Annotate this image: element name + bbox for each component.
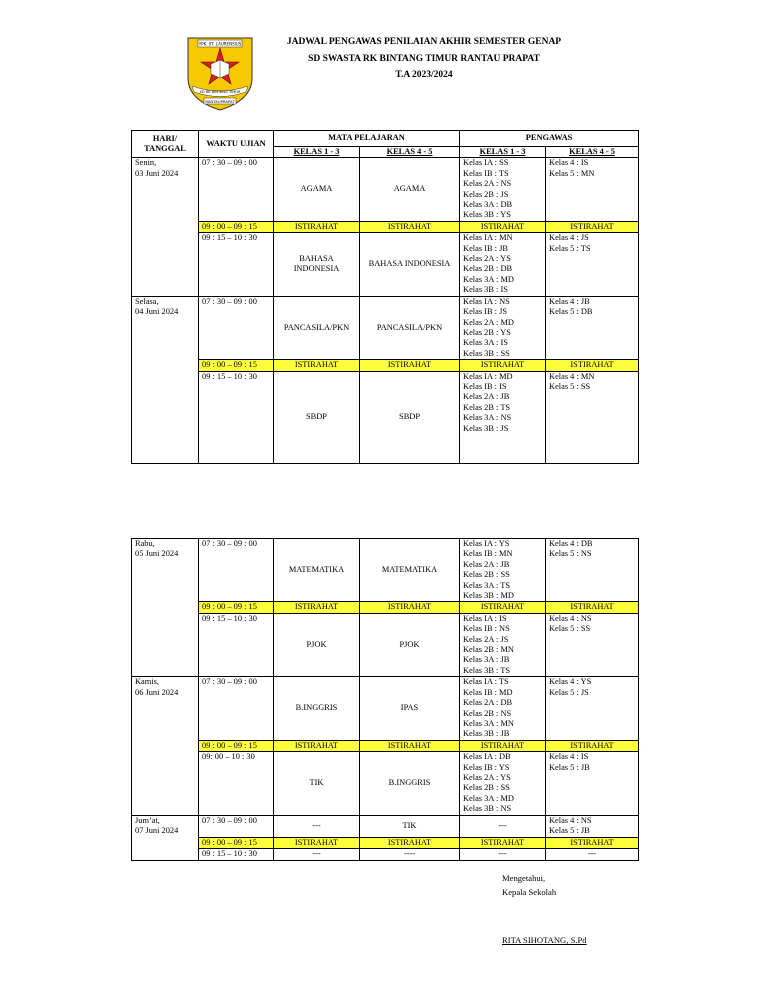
subject-k13: BAHASA INDONESIA (274, 233, 360, 296)
proctor-entry: Kelas 4 : NS (549, 613, 592, 623)
proctor-entry: Kelas IA : MD (463, 371, 513, 381)
break-label-proctor-k13: ISTIRAHAT (460, 837, 546, 848)
break-label-proctor-k13: ISTIRAHAT (460, 740, 546, 751)
session-row (132, 848, 639, 860)
proctor-entry: Kelas 2B : YS (463, 327, 511, 337)
day-name: Selasa, (135, 296, 159, 306)
proctor-k13 (460, 677, 546, 740)
subject-k13: B.INGGRIS (274, 677, 360, 740)
proctor-entry: Kelas 5 : DB (549, 307, 593, 317)
proctor-entry: Kelas IB : NS (463, 624, 510, 634)
break-time: 09 : 00 – 09 : 15 (199, 360, 274, 371)
proctor-entry: Kelas 4 : IS (549, 752, 589, 762)
day-name: Kamis, (135, 677, 159, 687)
session-time: 09: 00 – 10 : 30 (199, 752, 274, 815)
break-label-subject-k45: ISTIRAHAT (360, 837, 460, 848)
break-label-subject-k45: ISTIRAHAT (360, 740, 460, 751)
proctor-entry: Kelas IA : NS (463, 296, 510, 306)
header-time: WAKTU UJIAN (199, 131, 274, 158)
proctor-k45 (546, 296, 639, 359)
break-label-proctor-k13: ISTIRAHAT (460, 221, 546, 232)
proctor-entry: Kelas 2A : YS (463, 254, 511, 264)
subject-k45: BAHASA INDONESIA (360, 233, 460, 296)
break-time: 09 : 00 – 09 : 15 (199, 602, 274, 613)
proctor-k45 (546, 613, 639, 676)
break-label-proctor-k45: ISTIRAHAT (546, 221, 639, 232)
break-row (132, 360, 639, 371)
logo-top-text: YPK. ST. LAURENSIUS (198, 41, 242, 47)
proctor-entry: Kelas 3A : NS (463, 413, 512, 423)
subject-k13: AGAMA (274, 158, 360, 221)
signature-name: RITA SIHOTANG, S.Pd (502, 935, 587, 945)
header-subject-k13: KELAS 1 - 3 (274, 147, 360, 158)
day-date: 03 Juni 2024 (135, 168, 179, 178)
proctor-entry: Kelas 4 : YS (549, 677, 592, 687)
proctor-k13 (460, 371, 546, 463)
subject-k45: MATEMATIKA (360, 539, 460, 602)
proctor-k13 (460, 296, 546, 359)
proctor-entry: Kelas 5 : JB (549, 762, 590, 772)
session-time: 07 : 30 – 09 : 00 (199, 158, 274, 221)
session-row (132, 233, 639, 296)
proctor-k45 (546, 233, 639, 296)
proctor-entry: Kelas 3A : IS (463, 338, 508, 348)
proctor-k45 (546, 371, 639, 463)
proctor-k13 (460, 158, 546, 221)
proctor-k13 (460, 539, 546, 602)
proctor-entry: Kelas 5 : SS (549, 381, 591, 391)
proctor-entry: Kelas IA : TS (463, 677, 509, 687)
proctor-entry: Kelas 3B : TS (463, 665, 511, 675)
break-row (132, 602, 639, 613)
proctor-entry: Kelas 2A : NS (463, 179, 512, 189)
proctor-entry: Kelas IB : JS (463, 307, 507, 317)
subject-k45: AGAMA (360, 158, 460, 221)
proctor-entry: Kelas 3B : NS (463, 804, 512, 814)
proctor-entry: Kelas 4 : JS (549, 233, 589, 243)
proctor-entry: Kelas 2B : TS (463, 402, 511, 412)
break-label-subject-k45: ISTIRAHAT (360, 602, 460, 613)
subject-k13: PANCASILA/PKN (274, 296, 360, 359)
break-label-subject-k45: ISTIRAHAT (360, 221, 460, 232)
schedule-table-1 (131, 130, 639, 464)
proctor-entry: Kelas IB : MN (463, 549, 513, 559)
proctor-entry: Kelas 2A : JB (463, 559, 510, 569)
proctor-entry: Kelas 4 : JB (549, 296, 590, 306)
day-date: 07 Juni 2024 (135, 825, 179, 835)
break-time: 09 : 00 – 09 : 15 (199, 837, 274, 848)
session-time: 07 : 30 – 09 : 00 (199, 539, 274, 602)
proctor-entry: Kelas 2A : JB (463, 392, 510, 402)
break-row (132, 221, 639, 232)
proctor-entry: Kelas 2B : NS (463, 708, 512, 718)
proctor-entry: Kelas 3A : JB (463, 655, 510, 665)
proctor-k45 (546, 539, 639, 602)
subject-k13: MATEMATIKA (274, 539, 360, 602)
logo-ribbon-text: SD RK BINTANG TIMUR (199, 90, 241, 94)
proctor-entry: Kelas IB : IS (463, 381, 507, 391)
proctor-entry: Kelas IB : JB (463, 243, 508, 253)
subject-k13: PJOK (274, 613, 360, 676)
header-year: T.A 2023/2024 (395, 70, 453, 80)
header-proctor-k13: KELAS 1 - 3 (460, 147, 546, 158)
break-time: 09 : 00 – 09 : 15 (199, 740, 274, 751)
break-label-subject-k45: ISTIRAHAT (360, 360, 460, 371)
session-time: 07 : 30 – 09 : 00 (199, 815, 274, 837)
day-name: Rabu, (135, 539, 155, 548)
session-row (132, 371, 639, 463)
proctor-entry: Kelas 3A : MD (463, 274, 514, 284)
proctor-entry: Kelas 3B : YS (463, 210, 511, 220)
proctor-k13: --- (460, 815, 546, 837)
proctor-entry: Kelas 4 : MN (549, 371, 595, 381)
header-day: HARI/ TANGGAL (132, 131, 199, 158)
signature-acknowledged: Mengetahui, (502, 873, 546, 883)
session-row (132, 539, 639, 602)
break-label-proctor-k45: ISTIRAHAT (546, 740, 639, 751)
break-label-subject-k13: ISTIRAHAT (274, 221, 360, 232)
header-title: JADWAL PENGAWAS PENILAIAN AKHIR SEMESTER GENAP (286, 37, 562, 47)
session-row (132, 296, 639, 359)
document-header (240, 34, 608, 84)
break-label-subject-k13: ISTIRAHAT (274, 360, 360, 371)
proctor-entry: Kelas IB : TS (463, 168, 509, 178)
proctor-entry: Kelas 3A : MN (463, 718, 514, 728)
proctor-entry: Kelas 5 : MN (549, 168, 595, 178)
subject-k45: SBDP (360, 371, 460, 463)
proctor-entry: Kelas 5 : NS (549, 549, 592, 559)
proctor-entry: Kelas 5 : JS (549, 687, 589, 697)
break-label-proctor-k45: ISTIRAHAT (546, 837, 639, 848)
proctor-k13 (460, 613, 546, 676)
session-time: 09 : 15 – 10 : 30 (199, 613, 274, 676)
break-label-subject-k13: ISTIRAHAT (274, 740, 360, 751)
proctor-k45: --- (546, 848, 639, 860)
subject-k13: --- (274, 815, 360, 837)
subject-k45: TIK (360, 815, 460, 837)
session-row (132, 752, 639, 815)
day-date: 04 Juni 2024 (135, 307, 179, 317)
proctor-entry: Kelas IB : YS (463, 762, 510, 772)
session-time: 07 : 30 – 09 : 00 (199, 677, 274, 740)
proctor-entry: Kelas 3B : IS (463, 285, 508, 295)
proctor-entry: Kelas IA : YS (463, 539, 510, 548)
proctor-entry: Kelas 3A : TS (463, 580, 511, 590)
proctor-entry: Kelas 3B : MD (463, 591, 514, 601)
subject-k45: PJOK (360, 613, 460, 676)
day-date: 05 Juni 2024 (135, 549, 179, 559)
break-label-proctor-k45: ISTIRAHAT (546, 602, 639, 613)
proctor-entry: Kelas 2A : DB (463, 698, 513, 708)
proctor-k45 (546, 158, 639, 221)
proctor-entry: Kelas 5 : TS (549, 243, 591, 253)
proctor-entry: Kelas IA : MN (463, 233, 513, 243)
proctor-k13 (460, 233, 546, 296)
break-row (132, 837, 639, 848)
subject-k45: B.INGGRIS (360, 752, 460, 815)
proctor-entry: Kelas 2A : YS (463, 772, 511, 782)
break-row (132, 740, 639, 751)
proctor-k45 (546, 677, 639, 740)
day-cell (132, 677, 199, 815)
proctor-entry: Kelas 2B : MN (463, 645, 514, 655)
proctor-entry: Kelas 2B : SS (463, 570, 510, 580)
proctor-entry: Kelas IA : DB (463, 752, 511, 762)
signature-role: Kepala Sekolah (502, 886, 557, 897)
subject-k13: --- (274, 848, 360, 860)
subject-k13: SBDP (274, 371, 360, 463)
proctor-entry: Kelas IA : SS (463, 158, 509, 168)
break-label-subject-k13: ISTIRAHAT (274, 602, 360, 613)
subject-k45: IPAS (360, 677, 460, 740)
session-row (132, 613, 639, 676)
proctor-entry: Kelas 5 : JB (549, 825, 590, 835)
day-name: Jum’at, (135, 815, 160, 825)
logo-bottom-text: RANTAUPRAPAT (205, 98, 235, 104)
header-school: SD SWASTA RK BINTANG TIMUR RANTAU PRAPAT (308, 53, 540, 64)
subject-k45: ---- (360, 848, 460, 860)
session-row (132, 815, 639, 837)
day-cell (132, 296, 199, 463)
break-label-proctor-k13: ISTIRAHAT (460, 360, 546, 371)
proctor-entry: Kelas 2A : MD (463, 317, 514, 327)
break-label-proctor-k13: ISTIRAHAT (460, 602, 546, 613)
proctor-entry: Kelas 3B : SS (463, 348, 510, 358)
proctor-entry: Kelas 2A : JS (463, 634, 509, 644)
break-label-proctor-k45: ISTIRAHAT (546, 360, 639, 371)
session-row (132, 677, 639, 740)
session-row (132, 158, 639, 221)
session-time: 07 : 30 – 09 : 00 (199, 296, 274, 359)
proctor-entry: Kelas 3B : JB (463, 729, 510, 739)
proctor-entry: Kelas 4 : IS (549, 158, 589, 168)
subject-k45: PANCASILA/PKN (360, 296, 460, 359)
day-name: Senin, (135, 158, 157, 168)
proctor-k13 (460, 752, 546, 815)
schedule-table-2 (131, 538, 639, 861)
day-cell (132, 539, 199, 677)
proctor-entry: Kelas 4 : NS (549, 815, 592, 825)
header-subject-k45: KELAS 4 - 5 (360, 147, 460, 158)
proctor-entry: Kelas 3A : DB (463, 200, 513, 210)
signature-block (502, 872, 556, 899)
proctor-entry: Kelas 4 : DB (549, 539, 593, 548)
proctor-k45 (546, 752, 639, 815)
day-cell (132, 815, 199, 860)
proctor-entry: Kelas 2B : DB (463, 264, 513, 274)
subject-k13: TIK (274, 752, 360, 815)
proctor-entry: Kelas 5 : SS (549, 624, 591, 634)
proctor-entry: Kelas 2B : JS (463, 189, 509, 199)
session-time: 09 : 15 – 10 : 30 (199, 233, 274, 296)
header-proctor-k45: KELAS 4 - 5 (546, 147, 639, 158)
day-date: 06 Juni 2024 (135, 687, 179, 697)
header-proctor: PENGAWAS (460, 131, 639, 147)
proctor-entry: Kelas 2B : SS (463, 783, 510, 793)
break-label-subject-k13: ISTIRAHAT (274, 837, 360, 848)
header-subject: MATA PELAJARAN (274, 131, 460, 147)
session-time: 09 : 15 – 10 : 30 (199, 848, 274, 860)
day-cell (132, 158, 199, 296)
proctor-entry: Kelas 3B : JS (463, 423, 509, 433)
proctor-k45 (546, 815, 639, 837)
proctor-k13: --- (460, 848, 546, 860)
proctor-entry: Kelas 3A : MD (463, 793, 514, 803)
session-time: 09 : 15 – 10 : 30 (199, 371, 274, 463)
proctor-entry: Kelas IB : MD (463, 687, 513, 697)
proctor-entry: Kelas IA : IS (463, 613, 507, 623)
break-time: 09 : 00 – 09 : 15 (199, 221, 274, 232)
